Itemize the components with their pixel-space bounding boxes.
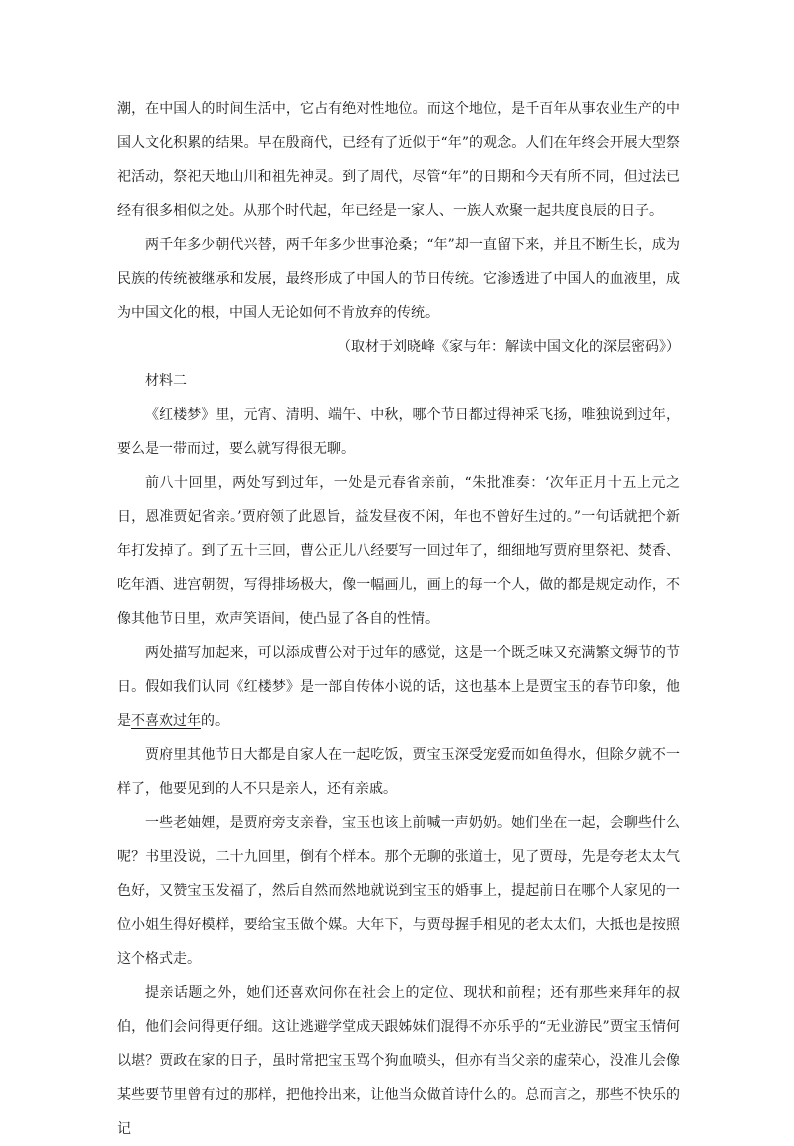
- paragraph-two-thousand-years: 两千年多少朝代兴替，两千年多少世事沧桑；“年”却一直留下来，并且不断生长，成为民族的传统被继承和发展，最终形成了中国人的节日传统。它渗透进了中国人的血液里，成为中国文化的根，中国人无论如何不肯放弃的传统。: [117, 237, 680, 321]
- paragraph-old-relatives: 一些老妯娌，是贾府旁支亲眷，宝玉也该上前喊一声奶奶。她们坐在一起，会聊些什么呢？书里没说，二十九回里，倒有个样本。那个无聊的张道士，见了贾母，先是夸老太太气色好，又赞宝玉发福了，然后自然而然地就说到宝玉的婚事上，提起前日在哪个人家见的一位小姐生得好模样，要给宝玉做个媒。大年下，与贾母握手相见的老太太们，大抵也是按照这个格式走。: [117, 815, 680, 967]
- document-body: [117, 92, 680, 1146]
- paragraph-text: 两处描写加起来，可以添成曹公对于过年的感觉，这是一个既乏味又充满繁文缛节的节日。假如我们认同《红楼梦》是一部自传体小说的话，这也基本上是贾宝玉的春节印象，他是: [117, 645, 680, 729]
- underlined-phrase: 不喜欢过年: [131, 713, 201, 729]
- section-heading-material-two: 材料二: [145, 373, 187, 389]
- source-citation: （取材于刘晓峰《家与年：解读中国文化的深层密码》）: [337, 339, 680, 355]
- paragraph-first-eighty-chapters: 前八十回里，两处写到过年，一处是元春省亲前，“朱批准奏：‘次年正月十五上元之日，恩准贾妃省亲。’贾府领了此恩旨，益发昼夜不闲，年也不曾好生过的。”一句话就把个新年打发掉了。到了五十三回，曹公正儿八经要写一回过年了，细细地写贾府里祭祀、焚香、吃年酒、进宫朝贺，写得排场极大，像一幅画儿，画上的每一个人，做的都是规定动作，不像其他节日里，欢声笑语间，使凸显了各自的性情。: [117, 475, 680, 627]
- paragraph-questions: 提亲话题之外，她们还喜欢问你在社会上的定位、现状和前程；还有那些来拜年的叔伯，他们会问得更仔细。这让逃避学堂成天跟姊妹们混得不亦乐乎的“无业游民”贾宝玉情何以堪？贾政在家的日子，虽时常把宝玉骂个狗血喷头，但亦有当父亲的虚荣心，没准儿会像某些要节里曾有过的那样，把他拎出来，让他当众做首诗什么的。总而言之，那些不快乐的记: [117, 985, 680, 1137]
- paragraph-continuation: 潮，在中国人的时间生活中，它占有绝对性地位。而这个地位，是千百年从事农业生产的中国人文化积累的结果。早在殷商代，已经有了近似于“年”的观念。人们在年终会开展大型祭祀活动，祭祀天地山川和祖先神灵。到了周代，尽管“年”的日期和今天有所不同，但过法已经有很多相似之处。从那个时代起，年已经是一家人、一族人欢聚一起共度良辰的日子。: [117, 101, 680, 219]
- paragraph-other-festivals: 贾府里其他节日大都是自家人在一起吃饭，贾宝玉深受宠爱而如鱼得水，但除夕就不一样了，他要见到的人不只是亲人，还有亲戚。: [117, 747, 680, 797]
- paragraph-hongloumeng-festivals: 《红楼梦》里，元宵、清明、端午、中秋，哪个节日都过得神采飞扬，唯独说到过年，要么是一带而过，要么就写得很无聊。: [117, 407, 680, 457]
- paragraph-text: 的。: [201, 713, 229, 729]
- paragraph-cao-feelings: [117, 636, 680, 738]
